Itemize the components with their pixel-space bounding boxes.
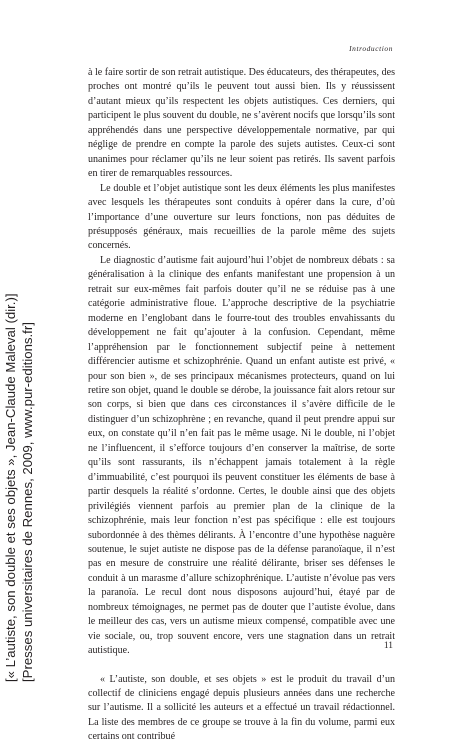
paragraph: « L’autiste, son double, et ses objets » est le produit du travail d’un collectif de cliniciens engagé depuis plusieurs années dans une recherche sur l’autisme. Il a sollicité les auteurs et a effectué un travail rédactionnel. La liste des membres de ce groupe se trouve à la fin du volume, parmi eux certains ont contribué [88, 673, 395, 743]
body-text [88, 66, 395, 745]
paragraph: Le diagnostic d’autisme fait aujourd’hui l’objet de nombreux débats : sa généralisation à la clinique des enfants manifestant une propension à un retrait sur eux-mêmes fait parfois douter qu’il ne se réduise pas à une catégorie administrative floue. L’approche descriptive de la psychiatrie moderne en l’englobant dans le fourre-tout des troubles envahissants du développement ne fait qu’ajouter à la confusion. Cependant, même l’appréhension par le fonctionnement subjectif peine à nettement différencier autisme et schizophrénie. Quand un enfant autiste est privé, « pour son bien », de ses principaux mécanismes protecteurs, quand on lui retire son objet, quand le double se dérobe, la jouissance fait alors retour sur son corps, si bien que dans ces circonstances il s’avère difficile de le distinguer d’un schizophrène ; en revanche, quand il peut prendre appui sur eux, on constate qu’il n’en fait pas le même usage. Ni le double, ni l’objet ne l’influencent, il s’efforce toujours d’en conserver la maîtrise, de sorte qu’ils sont rassurants, ils n’échappent jamais totalement à la règle d’immuabilité, c’est pourquoi ils peuvent constituer les éléments de base à partir desquels la réalité s’ordonne. Certes, le double ainsi que des objets privilégiés viennent parfois au premier plan de la clinique de la schizophrénie, mais leur fonction n’est pas spécifique : elle est toujours subordonnée à des thèmes délirants. À l’encontre d’une hypothèse naguère soutenue, le sujet autiste ne dispose pas de la défense paranoïaque, il n’est pas en mesure de construire une réalité délirante, briser ses défenses le conduit à un marasme d’allure schizophrénique. L’autiste n’évolue pas vers la paranoïa. Le recul dont nous disposons aujourd’hui, étayé par de nombreux témoignages, ne permet pas de douter que l’autiste évolue, dans le meilleur des cas, vers un autisme mieux compensé, compatible avec une vie sociale, ou, trop souvent encore, vers une stagnation dans un retrait autistique. [88, 254, 395, 657]
running-head: Introduction [349, 44, 393, 53]
citation-line-title: [« L’autiste, son double et ses objets », Jean-Claude Maleval (dir.)] [3, 293, 18, 682]
citation-line-publisher: [Presses universitaires de Rennes, 2009, www.pur-editions.fr] [20, 322, 35, 682]
paragraph: Le double et l’objet autistique sont les deux éléments les plus manifestes avec lesquels les thérapeutes sont conduits à opérer dans la cure, d’où l’importance d’une ouverture sur leurs fonctions, non pas déduites de présupposés généraux, mais recueillies de la parole même des sujets concernés. [88, 182, 395, 252]
page-number: 11 [383, 641, 393, 651]
side-citation [2, 0, 42, 696]
paragraph: à le faire sortir de son retrait autistique. Des éducateurs, des thérapeutes, des proches ont montré qu’ils le peuvent tout aussi bien. Ils y réussissent d’autant mieux qu’ils respectent les objets autistiques. Ces derniers, qui participent le plus souvent du double, ne s’avèrent nocifs que lorsqu’ils sont appréhendés dans une perspective développementale normative, par qui néglige de prendre en compte la parole des sujets autistes. Ceux-ci sont unanimes pour réclamer qu’ils ne leur soient pas retirés. Ils savent parfois en tirer de remarquables ressources. [88, 67, 395, 180]
